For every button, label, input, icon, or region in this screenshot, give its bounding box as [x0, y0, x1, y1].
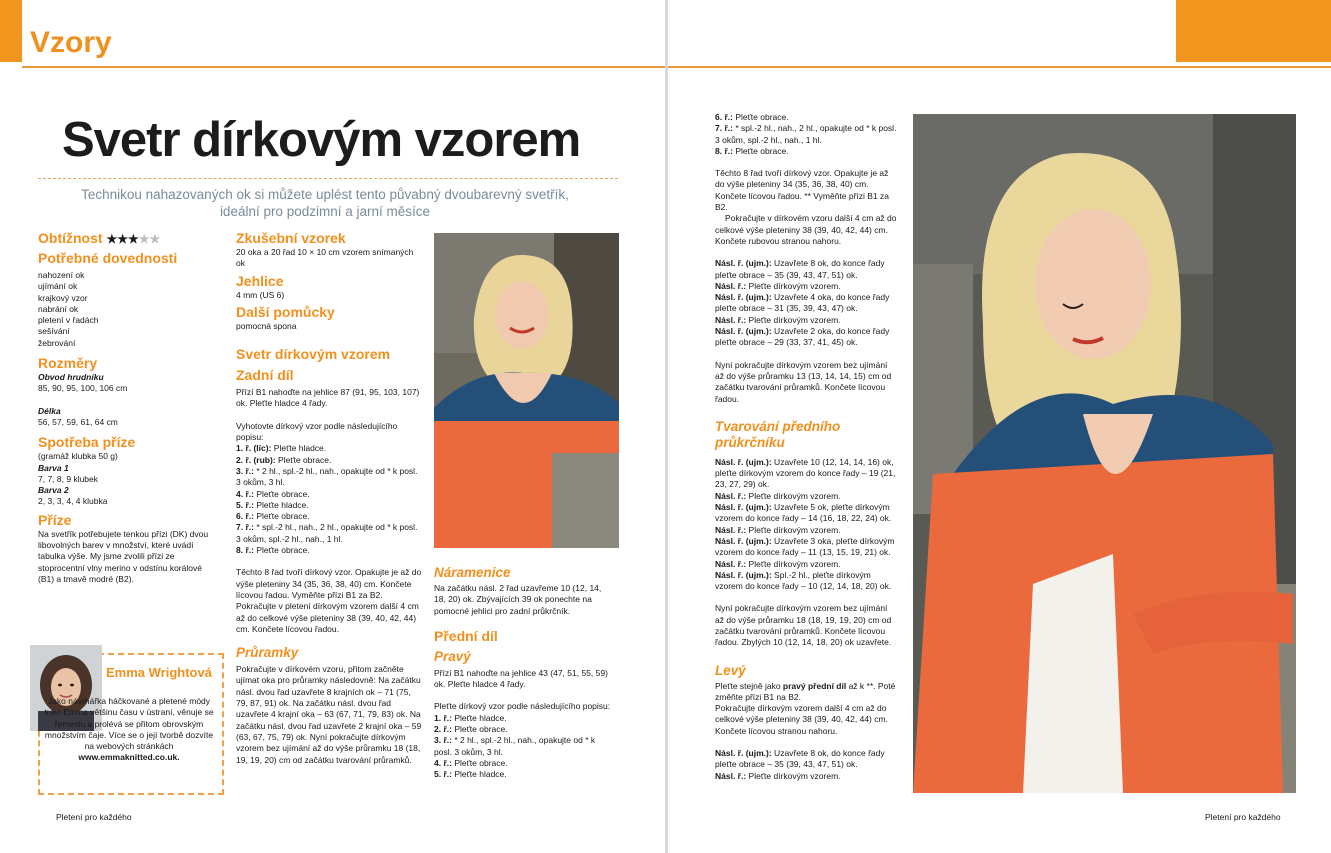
model-photo-large-image [913, 114, 1296, 793]
back-para-4: Pokračujte v pletení dírkovým vzorem další 4 cm až do celkové výše pleteniny 38 (39, 40, 42, 44) cm. Končete lícovou řadou. [236, 601, 419, 634]
footer-left: Pletení pro každého [56, 812, 132, 822]
back-heading: Zadní díl [236, 367, 294, 384]
list-item: Násl. ř. (ujm.): Uzavřete 5 ok, pleťte dírkovým vzorem do konce řady – 14 (16, 18, 22, 24) ok. [715, 502, 892, 524]
needles-heading: Jehlice [236, 272, 284, 289]
list-item: 8. ř.: Pleťte obrace. [236, 545, 310, 556]
right-para-1: Těchto 8 řad tvoří dírkový vzor. Opakujte je až do výše pleteniny 34 (35, 36, 38, 40) cm. Končete lícovou řadou. ** Vyměňte přízi B1 za B2. [715, 168, 890, 213]
neck-decreases [715, 457, 897, 593]
author-bio [42, 696, 216, 764]
right-accent-tab [1176, 0, 1331, 62]
color1-label: Barva 1 [38, 462, 69, 473]
info-column [38, 230, 220, 585]
pattern-column [236, 230, 422, 766]
list-item: Násl. ř.: Pleťte dírkovým vzorem. [715, 770, 841, 781]
author-bio-text: Jako návrhářka háčkované a pletené módy tráví Emma většinu času v ústraní, věnuje se řemeslu a prolévá se přitom obrovským množstvím čaje. Více se o její tvorbě dozvíte na webových stránkách [44, 696, 214, 752]
ball-weight: (gramáž klubka 50 g) [38, 451, 118, 462]
needles-text: 4 mm (US 6) [236, 289, 285, 300]
back-para-3: Těchto 8 řad tvoří dírkový vzor. Opakujte je až do výše pleteniny 34 (35, 36, 38, 40) cm. Končete lícovou řadou. Vyměňte přízi B1 za B2. [236, 567, 422, 600]
list-item: žebrování [38, 337, 76, 348]
sizes-heading: Rozměry [38, 355, 98, 372]
list-item: Násl. ř.: Pleťte dírkovým vzorem. [715, 524, 841, 535]
sizes-block [38, 372, 220, 428]
back-rows [236, 443, 422, 556]
subtitle: Technikou nahazovaných ok si můžete uplést tento půvabný dvoubarevný svetřík, ideální pro podzimní a jarní měsíce [81, 187, 569, 219]
notions-text: pomocná spona [236, 320, 297, 331]
list-item: krajkový vzor [38, 292, 88, 303]
header-rule-left [22, 66, 665, 68]
armhole-text: Pokračujte v dírkovém vzoru, přitom začněte ujímat oka pro průramky následovně: Na začátku násl. dvou řad uzavřete 8 krajních ok – 71 (75, 79, 87, 91) ok. Na začátku násl. dvou řad uzavřete 4 krajní oka – 63 (67, 71, 79, 83) ok. Na začátku násl. dvou řad uzavřete 2 krajní oka – 59 (63, 67, 75, 79) ok. Nyní pokračujte dírkovým vzorem bez ujímání až do výše průramku 18 (18, 19, 19, 20) cm od začátku tvarování průramků. [236, 664, 422, 765]
author-name: Emma Wrightová [106, 665, 212, 680]
front-intro: Přízí B1 nahoďte na jehlice 43 (47, 51, 55, 59) ok. Pleťte hladce 4 řady. [434, 667, 608, 690]
back-pattern-intro: Vyhotovte dírkový vzor podle následujícího popisu: [236, 420, 398, 443]
list-item: 5. ř.: Pleťte hladce. [236, 499, 309, 510]
chest-label: Obvod hrudníku [38, 372, 104, 383]
list-item: Násl. ř.: Pleťte dírkovým vzorem. [715, 314, 841, 325]
left-front-para-2: Pokračujte dírkovým vzorem další 4 cm až do celkové výše pleteniny 38 (39, 40, 42, 44) cm. Končete lícovou stranou nahoru. [715, 703, 888, 736]
right-para-3: Nyní pokračujte dírkovým vzorem bez ujímání až do výše průramku 13 (13, 14, 14, 15) cm od začátku tvarování průramků. Končete lícovou řadou. [715, 359, 892, 404]
difficulty-label: Obtížnost [38, 230, 103, 246]
title-divider [38, 178, 618, 179]
list-item: Násl. ř.: Pleťte dírkovým vzorem. [715, 280, 841, 291]
list-item: nabrání ok [38, 303, 79, 314]
neck-heading: Tvarování předního průkrčníku [715, 418, 841, 450]
list-item: 2. ř.: Pleťte obrace. [434, 724, 508, 735]
right-para-4: Nyní pokračujte dírkovým vzorem bez ujímání až do výše průramku 18 (18, 19, 19, 20) cm od začátku tvarování průramků. Končete lícovou řadou. Zbylých 10 (12, 14, 18, 20) ok uzavřete. [715, 603, 892, 648]
list-item: Násl. ř. (ujm.): Uzavřete 2 oka, do konce řady pleťte obrace – 29 (33, 37, 41, 45) ok. [715, 326, 890, 348]
model-photo-small [434, 233, 619, 548]
list-item: 3. ř.: * 2 hl., spl.-2 hl., nah., opakujte od * k posl. 3 okům, 3 hl. [236, 465, 418, 488]
list-item: Násl. ř. (ujm.): Uzavřete 3 oka, pleťte dírkovým vzorem do konce řady – 11 (13, 15, 19, 21) ok. [715, 535, 895, 558]
gauge-heading: Zkušební vzorek [236, 230, 346, 246]
list-item: 4. ř.: Pleťte obrace. [434, 757, 508, 768]
list-item: Násl. ř. (ujm.): Uzavřete 10 (12, 14, 14, 16) ok, pleťte dírkovým vzorem do konce řady – 19 (21, 23, 27, 29) ok. [715, 456, 896, 490]
chest-values: 85, 90, 95, 100, 106 cm [38, 383, 128, 394]
list-item: sešívání [38, 326, 70, 337]
list-item: Násl. ř. (ujm.): Uzavřete 4 oka, do konce řady pleťte obrace – 31 (35, 39, 43, 47) ok. [715, 292, 890, 314]
page-gutter [665, 0, 668, 853]
yarn-usage-block [38, 451, 220, 507]
list-item: 5. ř.: Pleťte hladce. [434, 769, 507, 780]
length-values: 56, 57, 59, 61, 64 cm [38, 416, 118, 427]
right-text-column [715, 112, 897, 782]
section-label: Vzory [30, 26, 112, 59]
list-item: nahození ok [38, 270, 85, 280]
left-front-decreases [715, 748, 897, 782]
armhole-heading: Průramky [236, 645, 299, 661]
list-item: 7. ř.: * spl.-2 hl., nah., 2 hl., opakujte od * k posl. 3 okům, spl.-2 hl., nah., 1 hl. [715, 123, 897, 145]
yarn-text: Na svetřík potřebujete tenkou přízi (DK) dvou libovolných barev v množství, které uvádí tabulka výše. My jsme zvolili přízi ze stoprocentní vlny merino v odstínu korálové (B1) a tmavě modré (B2). [38, 528, 209, 584]
left-accent-tab [0, 0, 22, 62]
armhole-decreases [715, 258, 897, 348]
list-item: 6. ř.: Pleťte obrace. [236, 511, 310, 522]
page-title: Svetr dírkovým vzorem [62, 113, 581, 167]
length-label: Délka [38, 405, 61, 416]
list-item: 6. ř.: Pleťte obrace. [715, 112, 789, 122]
list-item: 1. ř.: Pleťte hladce. [434, 712, 507, 723]
list-item: 7. ř.: * spl.-2 hl., nah., 2 hl., opakujte od * k posl. 3 okům, spl.-2 hl., nah., 1 hl. [236, 522, 418, 544]
skills-heading: Potřebné dovednosti [38, 250, 178, 266]
front-right-heading: Pravý [434, 648, 471, 664]
header-rule-right [668, 66, 1331, 68]
shoulders-heading: Náramenice [434, 565, 511, 580]
back-intro: Přízí B1 nahoďte na jehlice 87 (91, 95, 103, 107) ok. Pleťte hladce 4 řady. [236, 387, 420, 409]
front-column [434, 565, 614, 781]
pattern-heading: Svetr dírkovým vzorem [236, 346, 391, 363]
front-pattern-intro: Pleťte dírkový vzor podle následujícího popisu: [434, 701, 611, 712]
yarn-usage-heading: Spotřeba příze [38, 434, 136, 451]
color2-amount: 2, 3, 3, 4, 4 klubka [38, 496, 108, 507]
model-photo-small-image [434, 233, 619, 548]
list-item: Násl. ř. (ujm.): Uzavřete 8 ok, do konce řady pleťte obrace – 35 (39, 43, 47, 51) ok. [715, 748, 885, 770]
list-item: 2. ř. (rub): Pleťte obrace. [236, 454, 332, 465]
list-item: 1. ř. (líc): Pleťte hladce. [236, 443, 327, 454]
shoulders-text: Na začátku násl. 2 řad uzavřeme 10 (12, 14, 18, 20) ok. Zbývajících 39 ok ponechte na pomocné jehlici pro zadní průkrčník. [434, 583, 602, 616]
list-item: ujímání ok [38, 281, 78, 292]
color1-amount: 7, 7, 8, 9 klubek [38, 473, 99, 484]
gauge-text: 20 oka a 20 řad 10 × 10 cm vzorem snímaných ok [236, 247, 414, 269]
star-empty-icon: ★★ [138, 232, 161, 246]
yarn-heading: Příze [38, 511, 72, 528]
right-rows-top [715, 112, 897, 157]
difficulty [38, 230, 220, 248]
list-item: 4. ř.: Pleťte obrace. [236, 488, 310, 499]
list-item: Násl. ř.: Pleťte dírkovým vzorem. [715, 558, 841, 569]
front-rows [434, 713, 614, 781]
star-filled-icon: ★★★ [106, 232, 139, 246]
list-item: Násl. ř.: Pleťte dírkovým vzorem. [715, 490, 841, 501]
front-heading: Přední díl [434, 627, 498, 644]
skills-list [38, 270, 220, 349]
notions-heading: Další pomůcky [236, 303, 335, 320]
list-item: 3. ř.: * 2 hl., spl.-2 hl., nah., opakujte od * k posl. 3 okům, 3 hl. [434, 735, 596, 757]
list-item: pletení v řadách [38, 315, 99, 326]
author-website-link[interactable]: www.emmaknitted.co.uk. [78, 752, 180, 763]
left-front-para-1: Pleťte stejně jako pravý přední díl až k **. Poté změňte přízi B1 na B2. [715, 680, 896, 702]
list-item: 8. ř.: Pleťte obrace. [715, 145, 789, 156]
list-item: Násl. ř. (ujm.): Spl.-2 hl., pleťte dírkovým vzorem do konce řady – 10 (12, 14, 18, 20) ok. [715, 569, 892, 592]
color2-label: Barva 2 [38, 485, 69, 496]
right-para-2: Pokračujte v dírkovém vzoru další 4 cm až do celkové výše pleteniny 38 (39, 40, 42, 44) cm. Končete rubovou stranou nahoru. [715, 213, 897, 246]
footer-right: Pletení pro každého [1205, 812, 1281, 822]
list-item: Násl. ř. (ujm.): Uzavřete 8 ok, do konce řady pleťte obrace – 35 (39, 43, 47, 51) ok. [715, 258, 885, 280]
model-photo-large [913, 114, 1296, 793]
left-front-heading: Levý [715, 662, 746, 678]
